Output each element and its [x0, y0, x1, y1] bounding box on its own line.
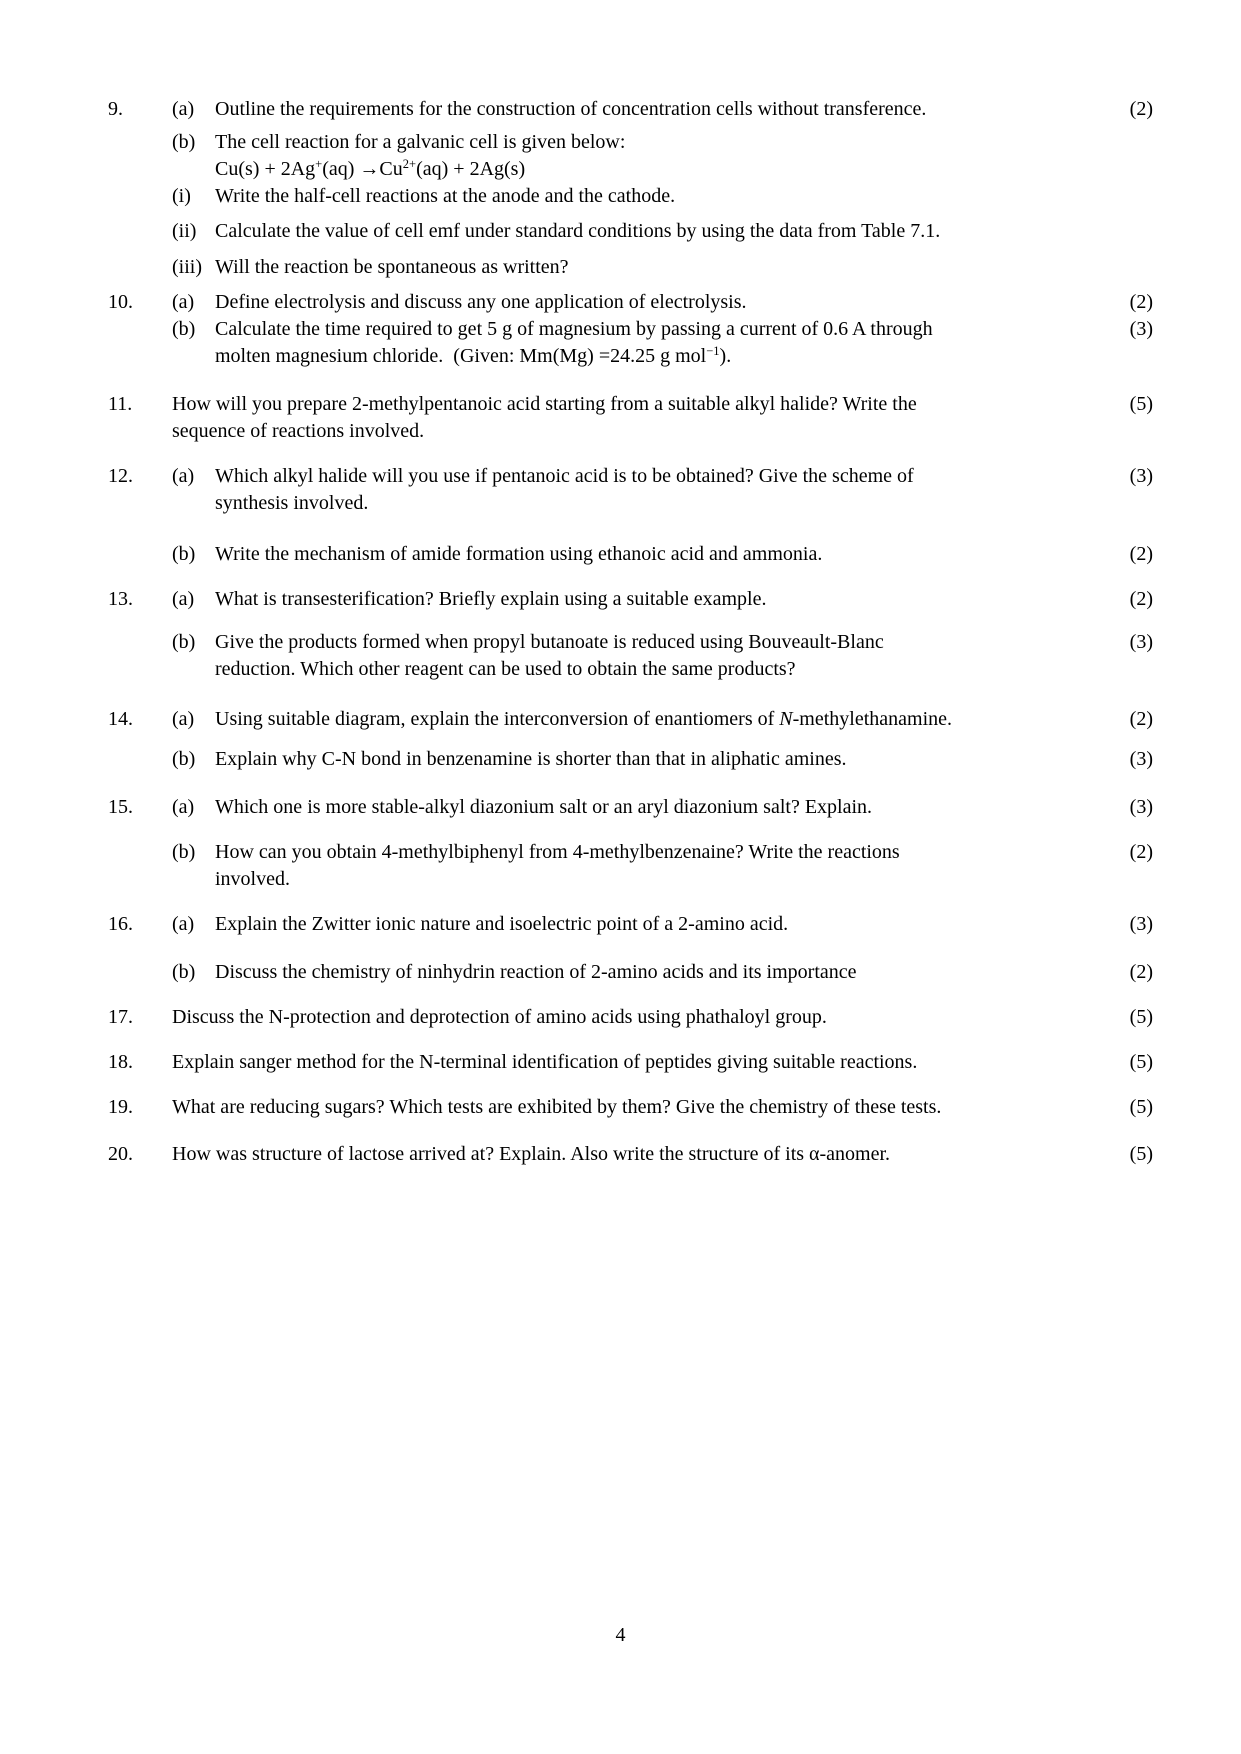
- question-number: 16.: [108, 913, 133, 935]
- question-row: [108, 959, 1153, 986]
- text-line: synthesis involved.: [215, 492, 369, 514]
- text-line: sequence of reactions involved.: [172, 420, 425, 442]
- question-text: [215, 129, 1101, 183]
- question-row: [108, 391, 1153, 445]
- part-label: (b): [172, 543, 196, 565]
- part-label: (a): [172, 708, 195, 730]
- marks-value: (5): [1129, 393, 1153, 415]
- question-row: [108, 911, 1153, 938]
- text-segment: molten magnesium chloride. (Given: Mm(Mg) =24.25 g mol: [215, 345, 707, 367]
- marks-value: (2): [1129, 543, 1153, 565]
- marks-value: (2): [1129, 961, 1153, 983]
- marks-value: (5): [1129, 1143, 1153, 1165]
- part-label: (iii): [172, 256, 202, 278]
- question-text: [215, 629, 1101, 683]
- marks-value: (5): [1129, 1096, 1153, 1118]
- question-text: Write the mechanism of amide formation using ethanoic acid and ammonia.: [215, 543, 823, 565]
- equation-segment: (aq) + 2Ag(s): [416, 158, 526, 180]
- question-row: [108, 183, 1153, 210]
- part-label: (ii): [172, 220, 197, 242]
- marks-value: (5): [1129, 1051, 1153, 1073]
- question-number: 11.: [108, 393, 133, 415]
- part-label: (b): [172, 841, 196, 863]
- part-label: (b): [172, 131, 196, 153]
- question-text: Will the reaction be spontaneous as written?: [215, 256, 569, 278]
- question-row: [108, 129, 1153, 183]
- text-line: How can you obtain 4-methylbiphenyl from 4-methylbenzenaine? Write the reactions: [215, 841, 900, 863]
- question-text: What is transesterification? Briefly explain using a suitable example.: [215, 588, 767, 610]
- marks-value: (3): [1129, 631, 1153, 653]
- question-row: [108, 794, 1153, 821]
- equation-segment: (aq) →Cu: [322, 158, 403, 180]
- question-row: [108, 96, 1153, 123]
- marks-value: (3): [1129, 748, 1153, 770]
- part-label: (a): [172, 465, 195, 487]
- question-number: 20.: [108, 1143, 133, 1165]
- part-label: (b): [172, 748, 196, 770]
- question-number: 18.: [108, 1051, 133, 1073]
- question-text: Explain the Zwitter ionic nature and isoelectric point of a 2-amino acid.: [215, 913, 789, 935]
- question-text: [215, 839, 1101, 893]
- question-text: Define electrolysis and discuss any one application of electrolysis.: [215, 291, 747, 313]
- question-row: [108, 1049, 1153, 1076]
- part-label: (a): [172, 588, 195, 610]
- question-number: 10.: [108, 291, 133, 313]
- marks-value: (2): [1129, 841, 1153, 863]
- part-label: (b): [172, 318, 196, 340]
- question-text: Discuss the chemistry of ninhydrin reaction of 2-amino acids and its importance: [215, 961, 857, 983]
- marks-value: (3): [1129, 465, 1153, 487]
- part-label: (i): [172, 185, 191, 207]
- question-text: [215, 463, 1101, 517]
- text-segment: ).: [719, 345, 732, 367]
- question-row: [108, 1094, 1153, 1121]
- marks-value: (2): [1129, 291, 1153, 313]
- question-number: 19.: [108, 1096, 133, 1118]
- question-row: [108, 586, 1153, 613]
- question-number: 12.: [108, 465, 133, 487]
- equation-segment: Cu(s) + 2Ag: [215, 158, 316, 180]
- question-text: Write the half-cell reactions at the anode and the cathode.: [215, 185, 676, 207]
- question-row: [108, 746, 1153, 773]
- question-row: [108, 629, 1153, 683]
- part-label: (a): [172, 98, 195, 120]
- marks-value: (2): [1129, 588, 1153, 610]
- question-number: 9.: [108, 98, 123, 120]
- superscript: −1: [706, 344, 720, 358]
- superscript: +: [315, 157, 323, 171]
- question-row: [108, 1004, 1153, 1031]
- question-text: Which one is more stable-alkyl diazonium salt or an aryl diazonium salt? Explain.: [215, 796, 873, 818]
- question-number: 13.: [108, 588, 133, 610]
- part-label: (b): [172, 961, 196, 983]
- text-line: Give the products formed when propyl butanoate is reduced using Bouveault-Blanc: [215, 631, 884, 653]
- text-line: Which alkyl halide will you use if pentanoic acid is to be obtained? Give the scheme of: [215, 465, 914, 487]
- text-line: involved.: [215, 868, 290, 890]
- question-text: Calculate the value of cell emf under standard conditions by using the data from Table 7.1.: [215, 220, 941, 242]
- part-label: (a): [172, 913, 195, 935]
- question-text: What are reducing sugars? Which tests are exhibited by them? Give the chemistry of these tests.: [172, 1096, 942, 1118]
- question-row: [108, 706, 1153, 733]
- text-line: [215, 345, 731, 367]
- question-row: [108, 218, 1153, 245]
- text-line: reduction. Which other reagent can be used to obtain the same products?: [215, 658, 796, 680]
- question-text: [215, 316, 1101, 370]
- question-text: [215, 706, 1101, 733]
- part-label: (a): [172, 796, 195, 818]
- question-number: 14.: [108, 708, 133, 730]
- question-text: Explain why C-N bond in benzenamine is shorter than that in aliphatic amines.: [215, 748, 847, 770]
- question-number: 15.: [108, 796, 133, 818]
- text-segment: Using suitable diagram, explain the interconversion of enantiomers of: [215, 708, 780, 730]
- question-text: Outline the requirements for the construction of concentration cells without transference.: [215, 98, 927, 120]
- page-number: 4: [615, 1624, 626, 1646]
- question-row: [108, 839, 1153, 893]
- question-text: Explain sanger method for the N-terminal identification of peptides giving suitable reactions.: [172, 1051, 918, 1073]
- text-segment: -methylethanamine.: [792, 708, 953, 730]
- question-number: 17.: [108, 1006, 133, 1028]
- question-text: How was structure of lactose arrived at? Explain. Also write the structure of its α-anomer.: [172, 1143, 891, 1165]
- text-line: The cell reaction for a galvanic cell is given below:: [215, 131, 626, 153]
- question-row: [108, 289, 1153, 316]
- marks-value: (5): [1129, 1006, 1153, 1028]
- text-line: How will you prepare 2-methylpentanoic acid starting from a suitable alkyl halide? Write the: [172, 393, 917, 415]
- marks-value: (2): [1129, 98, 1153, 120]
- marks-value: (2): [1129, 708, 1153, 730]
- marks-value: (3): [1129, 913, 1153, 935]
- part-label: (a): [172, 291, 195, 313]
- chemical-equation: [215, 158, 525, 180]
- text-line: Calculate the time required to get 5 g of magnesium by passing a current of 0.6 A through: [215, 318, 933, 340]
- question-row: [108, 316, 1153, 370]
- question-text: Discuss the N-protection and deprotection of amino acids using phathaloyl group.: [172, 1006, 827, 1028]
- question-text: [172, 391, 1101, 445]
- part-label: (b): [172, 631, 196, 653]
- italic-text: N: [779, 708, 793, 730]
- superscript: 2+: [402, 157, 417, 171]
- question-row: [108, 463, 1153, 517]
- question-row: [108, 541, 1153, 568]
- marks-value: (3): [1129, 796, 1153, 818]
- marks-value: (3): [1129, 318, 1153, 340]
- question-row: [108, 254, 1153, 281]
- question-row: [108, 1141, 1153, 1168]
